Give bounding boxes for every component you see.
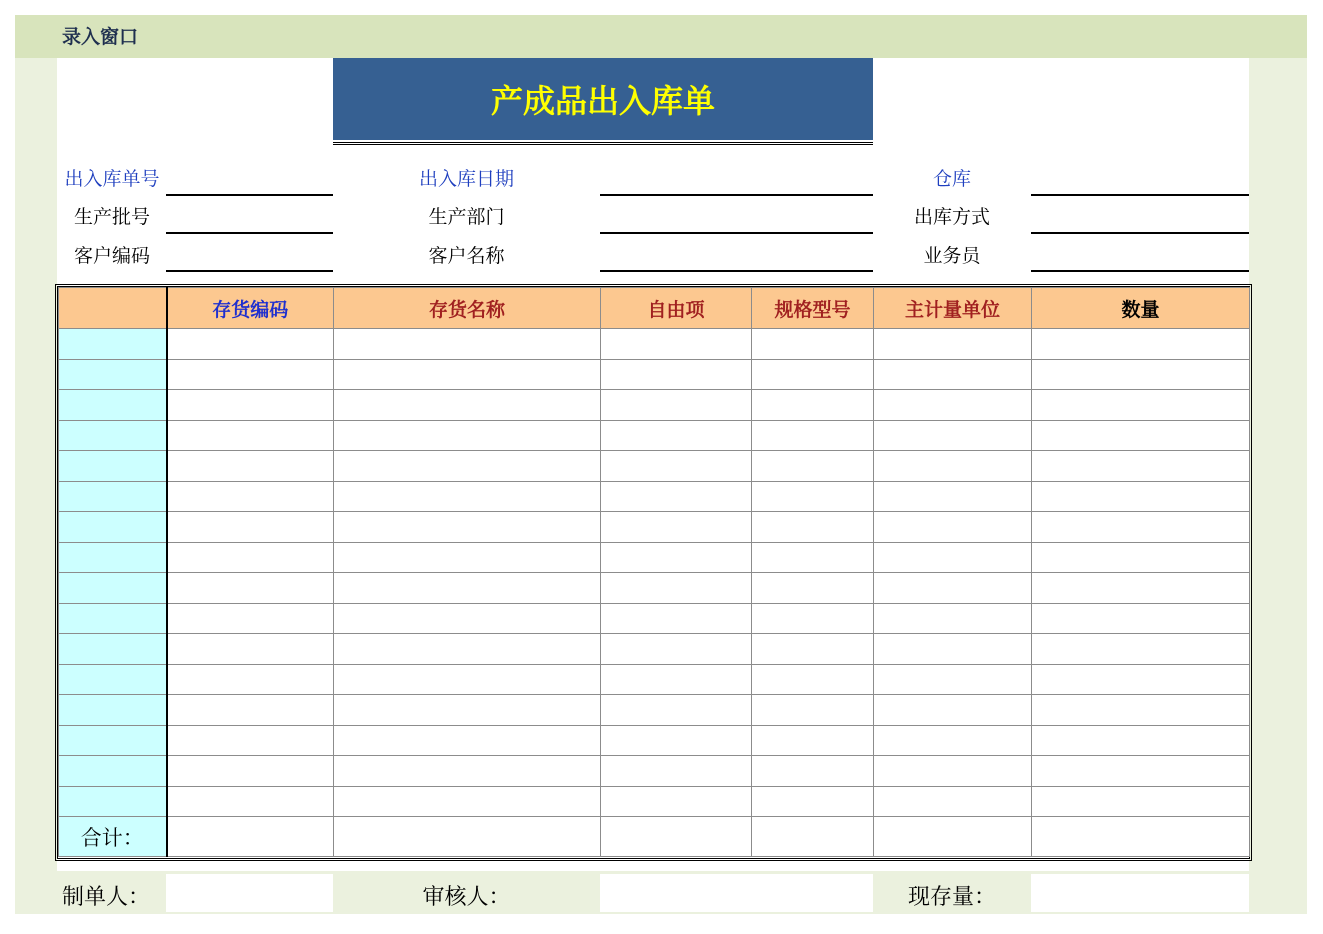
table-cell[interactable]	[334, 512, 601, 543]
table-cell[interactable]	[874, 542, 1032, 573]
customer-code-field[interactable]	[166, 270, 333, 272]
table-row	[59, 634, 1250, 665]
table-cell[interactable]	[167, 634, 334, 665]
table-row	[59, 359, 1250, 390]
table-cell[interactable]	[752, 603, 874, 634]
table-cell[interactable]	[752, 573, 874, 604]
table-cell[interactable]	[1032, 603, 1250, 634]
table-cell[interactable]	[167, 573, 334, 604]
table-cell[interactable]	[167, 481, 334, 512]
table-cell[interactable]	[334, 664, 601, 695]
total-cell[interactable]	[167, 817, 334, 857]
total-cell[interactable]	[874, 817, 1032, 857]
row-index-cell[interactable]	[59, 695, 167, 726]
table-cell[interactable]	[752, 664, 874, 695]
table-cell[interactable]	[752, 786, 874, 817]
table-cell[interactable]	[167, 512, 334, 543]
right-margin-band	[1249, 58, 1307, 914]
table-cell[interactable]	[1032, 451, 1250, 482]
reviewer-field[interactable]	[600, 874, 873, 912]
table-cell[interactable]	[874, 756, 1032, 787]
table-row	[59, 542, 1250, 573]
table-cell[interactable]	[601, 634, 752, 665]
table-cell[interactable]	[874, 573, 1032, 604]
column-header-index	[59, 288, 167, 329]
table-cell[interactable]	[334, 451, 601, 482]
table-cell[interactable]	[1032, 420, 1250, 451]
table-row	[59, 573, 1250, 604]
column-header-unit: 主计量单位	[874, 288, 1032, 329]
table-cell[interactable]	[601, 786, 752, 817]
window-title: 录入窗口	[62, 26, 139, 48]
title-bar	[15, 15, 1307, 58]
total-label: 合计：	[59, 817, 167, 857]
row-index-cell[interactable]	[59, 481, 167, 512]
table-cell[interactable]	[752, 695, 874, 726]
column-header-free-item: 自由项	[601, 288, 752, 329]
column-header-spec: 规格型号	[752, 288, 874, 329]
table-cell[interactable]	[1032, 573, 1250, 604]
table-cell[interactable]	[752, 390, 874, 421]
table-cell[interactable]	[167, 329, 334, 360]
table-row	[59, 664, 1250, 695]
table-cell[interactable]	[601, 420, 752, 451]
table-cell[interactable]	[334, 603, 601, 634]
table-cell[interactable]	[167, 725, 334, 756]
row-index-cell[interactable]	[59, 573, 167, 604]
total-cell[interactable]	[752, 817, 874, 857]
table-cell[interactable]	[601, 756, 752, 787]
table-cell[interactable]	[874, 664, 1032, 695]
table-row	[59, 420, 1250, 451]
table-cell[interactable]	[167, 390, 334, 421]
total-cell[interactable]	[334, 817, 601, 857]
table-cell[interactable]	[334, 786, 601, 817]
total-row	[59, 817, 1250, 857]
row-index-cell[interactable]	[59, 359, 167, 390]
table-cell[interactable]	[874, 420, 1032, 451]
table-cell[interactable]	[601, 390, 752, 421]
doc-no-label: 出入库单号	[64, 168, 160, 190]
table-cell[interactable]	[334, 634, 601, 665]
department-label: 生产部门	[428, 206, 505, 228]
table-cell[interactable]	[1032, 542, 1250, 573]
table-cell[interactable]	[874, 634, 1032, 665]
form-title: 产成品出入库单	[490, 82, 715, 120]
table-cell[interactable]	[334, 725, 601, 756]
row-index-cell[interactable]	[59, 512, 167, 543]
table-row	[59, 512, 1250, 543]
title-underline	[333, 142, 873, 145]
table-cell[interactable]	[601, 512, 752, 543]
table-cell[interactable]	[601, 481, 752, 512]
table-cell[interactable]	[601, 359, 752, 390]
table-cell[interactable]	[1032, 359, 1250, 390]
form-title-banner	[333, 58, 873, 140]
table-cell[interactable]	[334, 420, 601, 451]
table-cell[interactable]	[752, 634, 874, 665]
warehouse-label: 仓库	[932, 168, 971, 190]
table-cell[interactable]	[167, 603, 334, 634]
column-header-quantity: 数量	[1032, 288, 1250, 329]
stock-field[interactable]	[1031, 874, 1249, 912]
table-cell[interactable]	[601, 603, 752, 634]
table-cell[interactable]	[752, 451, 874, 482]
warehouse-field[interactable]	[1031, 194, 1249, 196]
table-cell[interactable]	[334, 329, 601, 360]
table-cell[interactable]	[167, 664, 334, 695]
table-cell[interactable]	[1032, 756, 1250, 787]
row-index-cell[interactable]	[59, 390, 167, 421]
table-cell[interactable]	[874, 786, 1032, 817]
table-cell[interactable]	[334, 756, 601, 787]
table-cell[interactable]	[601, 542, 752, 573]
out-method-field[interactable]	[1031, 232, 1249, 234]
table-row	[59, 329, 1250, 360]
table-cell[interactable]	[167, 756, 334, 787]
table-cell[interactable]	[601, 725, 752, 756]
table-cell[interactable]	[601, 695, 752, 726]
table-cell[interactable]	[874, 725, 1032, 756]
table-cell[interactable]	[752, 542, 874, 573]
table-cell[interactable]	[1032, 725, 1250, 756]
batch-no-field[interactable]	[166, 232, 333, 234]
stock-label: 现存量：	[907, 885, 996, 910]
table-cell[interactable]	[1032, 329, 1250, 360]
table-row	[59, 481, 1250, 512]
row-index-cell[interactable]	[59, 603, 167, 634]
date-label: 出入库日期	[418, 168, 514, 190]
table-cell[interactable]	[752, 359, 874, 390]
doc-no-field[interactable]	[166, 194, 333, 196]
maker-field[interactable]	[166, 874, 333, 912]
table-cell[interactable]	[601, 451, 752, 482]
date-field[interactable]	[600, 194, 873, 196]
total-cell[interactable]	[1032, 817, 1250, 857]
customer-name-field[interactable]	[600, 270, 873, 272]
table-cell[interactable]	[752, 756, 874, 787]
table-cell[interactable]	[334, 695, 601, 726]
table-row	[59, 786, 1250, 817]
table-header-row	[59, 288, 1250, 329]
table-cell[interactable]	[334, 390, 601, 421]
table-cell[interactable]	[752, 725, 874, 756]
table-row	[59, 725, 1250, 756]
table-cell[interactable]	[334, 542, 601, 573]
maker-label: 制单人：	[62, 885, 151, 910]
table-cell[interactable]	[874, 603, 1032, 634]
table-row	[59, 451, 1250, 482]
row-index-cell[interactable]	[59, 786, 167, 817]
table-cell[interactable]	[752, 420, 874, 451]
row-index-cell[interactable]	[59, 664, 167, 695]
table-row	[59, 390, 1250, 421]
table-cell[interactable]	[874, 359, 1032, 390]
table-row	[59, 756, 1250, 787]
table-cell[interactable]	[874, 390, 1032, 421]
table-cell[interactable]	[752, 512, 874, 543]
salesperson-field[interactable]	[1031, 270, 1249, 272]
row-index-cell[interactable]	[59, 634, 167, 665]
table-cell[interactable]	[1032, 786, 1250, 817]
table-cell[interactable]	[1032, 634, 1250, 665]
row-index-cell[interactable]	[59, 451, 167, 482]
batch-no-label: 生产批号	[73, 206, 150, 228]
table-cell[interactable]	[874, 695, 1032, 726]
row-index-cell[interactable]	[59, 725, 167, 756]
table-cell[interactable]	[1032, 512, 1250, 543]
table-cell[interactable]	[167, 695, 334, 726]
table-cell[interactable]	[874, 329, 1032, 360]
table-cell[interactable]	[1032, 664, 1250, 695]
total-cell[interactable]	[601, 817, 752, 857]
table-cell[interactable]	[334, 359, 601, 390]
table-cell[interactable]	[601, 664, 752, 695]
table-cell[interactable]	[167, 420, 334, 451]
items-table	[58, 287, 1250, 857]
table-cell[interactable]	[601, 329, 752, 360]
table-cell[interactable]	[334, 481, 601, 512]
table-cell[interactable]	[334, 573, 601, 604]
table-cell[interactable]	[874, 451, 1032, 482]
row-index-cell[interactable]	[59, 329, 167, 360]
column-header-item-code: 存货编码	[167, 288, 334, 329]
table-cell[interactable]	[167, 542, 334, 573]
out-method-label: 出库方式	[913, 206, 990, 228]
table-cell[interactable]	[167, 359, 334, 390]
table-cell[interactable]	[874, 512, 1032, 543]
table-cell[interactable]	[1032, 695, 1250, 726]
row-index-cell[interactable]	[59, 420, 167, 451]
table-cell[interactable]	[1032, 390, 1250, 421]
customer-name-label: 客户名称	[428, 245, 505, 267]
table-cell[interactable]	[874, 481, 1032, 512]
table-cell[interactable]	[752, 481, 874, 512]
reviewer-label: 审核人：	[422, 885, 511, 910]
table-cell[interactable]	[752, 329, 874, 360]
left-margin-band	[15, 58, 57, 914]
department-field[interactable]	[600, 232, 873, 234]
table-row	[59, 695, 1250, 726]
salesperson-label: 业务员	[923, 245, 981, 267]
table-cell[interactable]	[1032, 481, 1250, 512]
column-header-item-name: 存货名称	[334, 288, 601, 329]
table-cell[interactable]	[601, 573, 752, 604]
table-cell[interactable]	[167, 451, 334, 482]
row-index-cell[interactable]	[59, 542, 167, 573]
customer-code-label: 客户编码	[73, 245, 150, 267]
table-cell[interactable]	[167, 786, 334, 817]
row-index-cell[interactable]	[59, 756, 167, 787]
table-row	[59, 603, 1250, 634]
